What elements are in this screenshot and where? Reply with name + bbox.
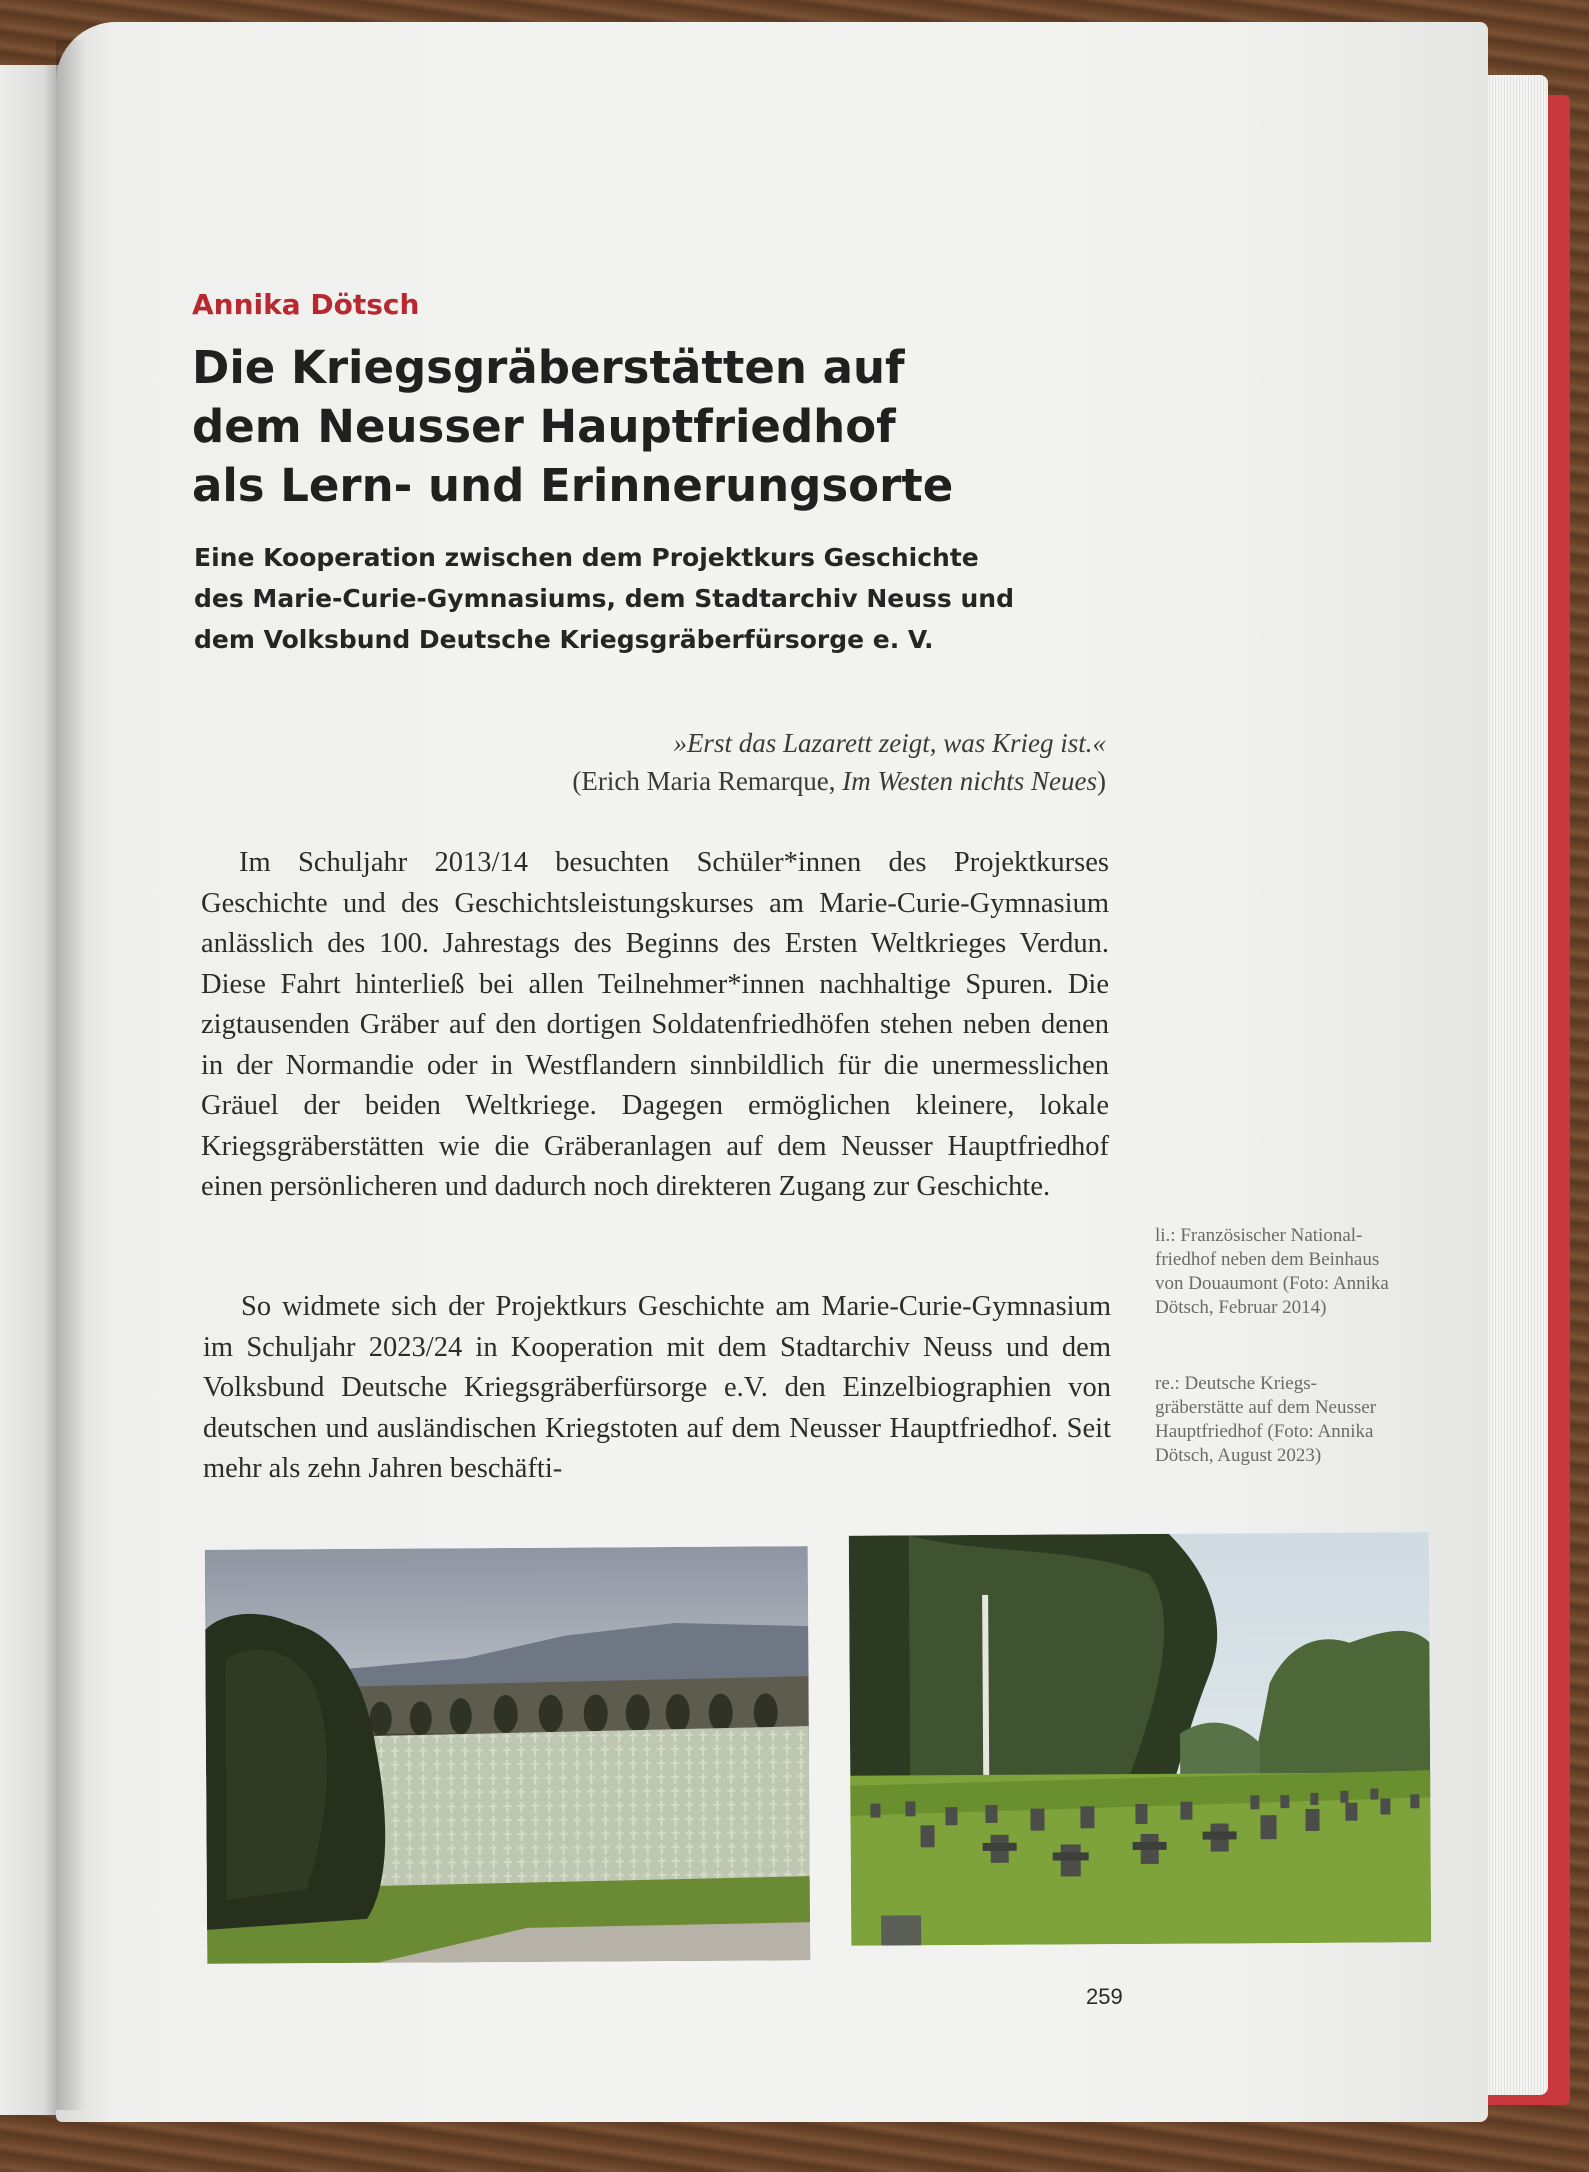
page-number: 259 [1086, 1984, 1123, 2009]
title-line: als Lern- und Erinnerungsorte [192, 459, 954, 512]
epigraph-source-author: (Erich Maria Remarque, [572, 766, 843, 796]
title-line: Die Kriegsgräberstätten auf [192, 341, 905, 394]
body-paragraph: So widmete sich der Projektkurs Geschichte am Marie-Curie-Gymnasium im Schuljahr 2023/24 in Kooperation mit dem Stadtarchiv Neuss und dem Volksbund Deutsche Kriegsgräberfürsorge e.V. den Einzelbiographien von deutschen und ausländischen Kriegstoten auf dem Neusser Hauptfriedhof. Seit mehr als zehn Jahren beschäfti- [203, 1291, 1111, 1484]
subtitle-line: des Marie-Curie-Gymnasiums, dem Stadtarchiv Neuss und [194, 584, 1014, 613]
epigraph-source [400, 762, 1106, 800]
body-paragraph: Im Schuljahr 2013/14 besuchten Schüler*innen des Projektkurses Geschichte und des Geschichtsleistungskurses am Marie-Curie-Gymnasium anlässlich des 100. Jahrestags des Beginns des Ersten Weltkrieges Verdun. Diese Fahrt hinterließ bei allen Teilnehmer*innen nachhaltige Spuren. Die zigtausenden Gräber auf den dortigen Soldatenfriedhöfen stehen neben denen in der Normandie oder in Westflandern sinnbildlich für die unermesslichen Gräuel der beiden Weltkriege. Dagegen ermöglichen kleinere, lokale Kriegsgräberstätten wie die Gräberanlagen auf dem Neusser Hauptfriedhof einen persönlicheren und dadurch noch direkteren Zugang zur Geschichte. [201, 847, 1109, 1202]
photo-caption-right: re.: Deutsche Kriegs-gräberstätte auf dem Neusser Hauptfriedhof (Foto: Annika Dötsch, August 2023) [1155, 1373, 1377, 1466]
article-subtitle [194, 537, 1094, 660]
title-line: dem Neusser Hauptfriedhof [192, 400, 896, 453]
cemetery-photo-douaumont [205, 1546, 811, 1964]
epigraph-quote: »Erst das Lazarett zeigt, was Krieg ist.« [673, 728, 1106, 758]
epigraph [400, 724, 1106, 800]
author-name: Annika Dötsch [192, 288, 420, 321]
cemetery-photo-neuss [849, 1532, 1431, 1946]
epigraph-source-close: ) [1097, 766, 1106, 796]
gutter-shadow [56, 40, 86, 2110]
left-page-edge [0, 65, 62, 2115]
epigraph-source-work: Im Westen nichts Neues [842, 766, 1097, 796]
subtitle-line: dem Volksbund Deutsche Kriegsgräberfürsorge e. V. [194, 625, 934, 654]
subtitle-line: Eine Kooperation zwischen dem Projektkurs Geschichte [194, 543, 979, 572]
article-title [192, 338, 1092, 515]
photo-caption-left: li.: Französischer National-friedhof neben dem Beinhaus von Douaumont (Foto: Annika Dötsch, Februar 2014) [1155, 1225, 1389, 1318]
